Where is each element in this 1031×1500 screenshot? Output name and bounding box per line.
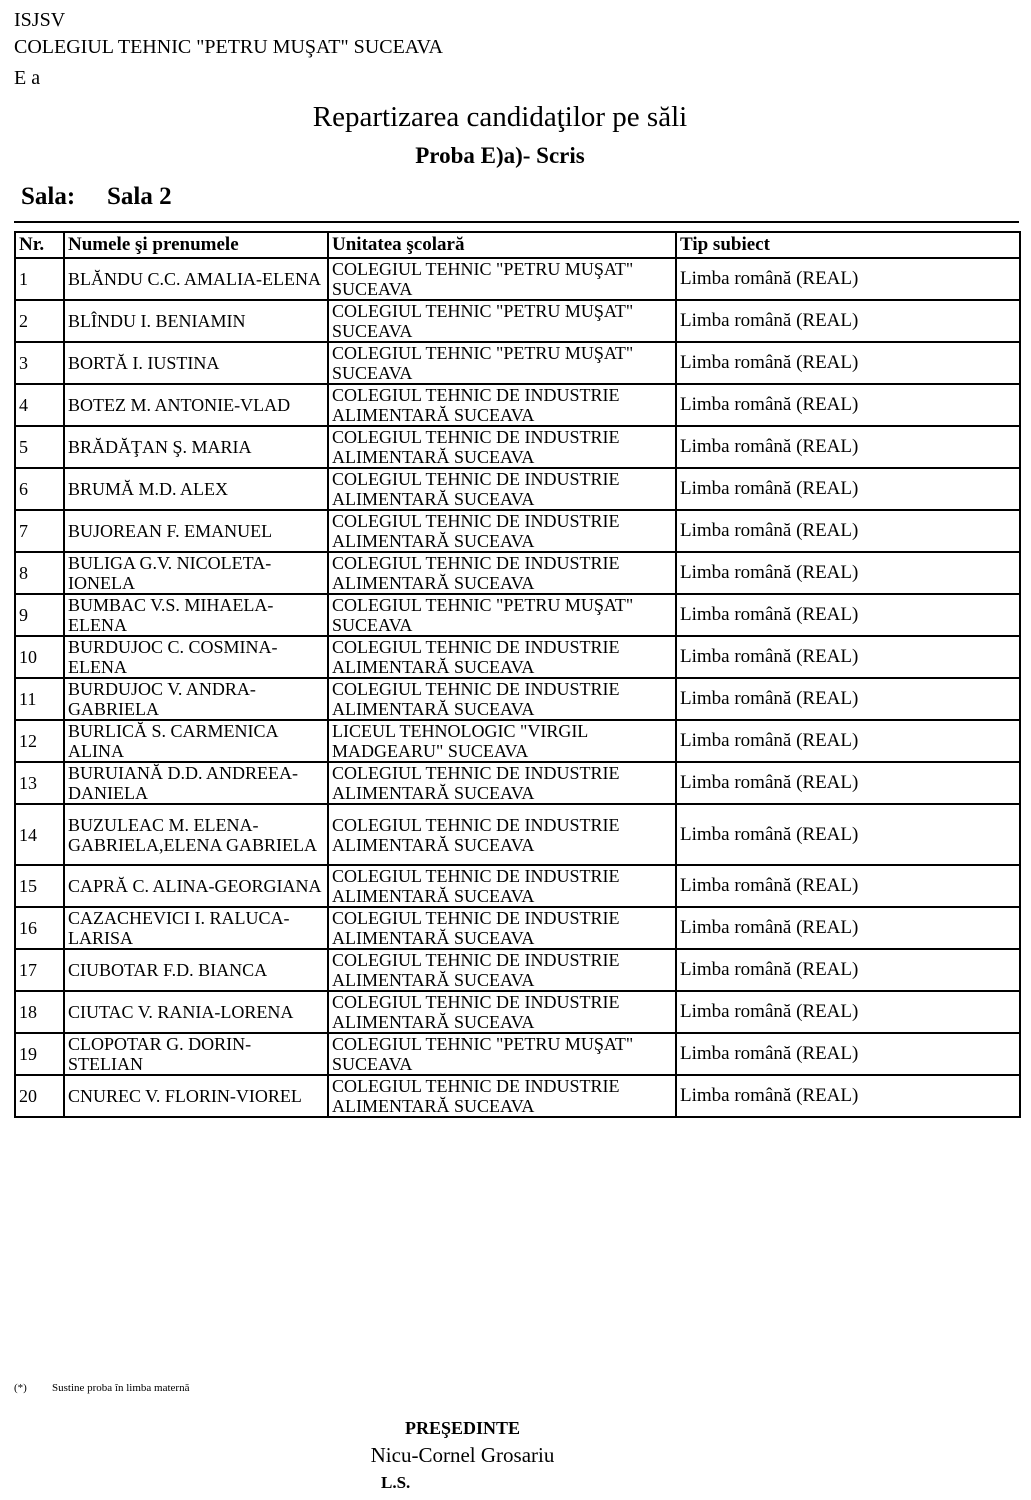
row-tip: Limba română (REAL): [676, 342, 1020, 384]
row-name: CAZACHEVICI I. RALUCA-LARISA: [64, 907, 328, 949]
row-name: BLĂNDU C.C. AMALIA-ELENA: [64, 258, 328, 300]
row-nr: 6: [15, 468, 64, 510]
row-nr: 11: [15, 678, 64, 720]
row-nr: 15: [15, 865, 64, 907]
row-tip: Limba română (REAL): [676, 991, 1020, 1033]
row-tip: Limba română (REAL): [676, 300, 1020, 342]
row-unit: COLEGIUL TEHNIC DE INDUSTRIE ALIMENTARĂ SUCEAVA: [328, 636, 676, 678]
row-nr: 3: [15, 342, 64, 384]
row-tip: Limba română (REAL): [676, 949, 1020, 991]
row-unit: COLEGIUL TEHNIC "PETRU MUŞAT" SUCEAVA: [328, 258, 676, 300]
row-unit: LICEUL TEHNOLOGIC "VIRGIL MADGEARU" SUCEAVA: [328, 720, 676, 762]
table-row: [15, 1033, 1020, 1075]
header-line-exam: E a: [14, 67, 41, 89]
row-name: BRĂDĂŢAN Ş. MARIA: [64, 426, 328, 468]
row-name: BURUIANĂ D.D. ANDREEA-DANIELA: [64, 762, 328, 804]
table-row: [15, 720, 1020, 762]
row-tip: Limba română (REAL): [676, 1075, 1020, 1117]
row-nr: 5: [15, 426, 64, 468]
header-line-isj: ISJSV: [14, 9, 66, 31]
table-row: [15, 342, 1020, 384]
table-header-row: [15, 232, 1020, 258]
footnote-mark: (*): [14, 1382, 27, 1394]
row-nr: 12: [15, 720, 64, 762]
row-nr: 8: [15, 552, 64, 594]
row-name: BUJOREAN F. EMANUEL: [64, 510, 328, 552]
row-tip: Limba română (REAL): [676, 762, 1020, 804]
table-row: [15, 949, 1020, 991]
row-unit: COLEGIUL TEHNIC DE INDUSTRIE ALIMENTARĂ SUCEAVA: [328, 907, 676, 949]
column-header-unit: Unitatea şcolară: [328, 232, 676, 258]
row-unit: COLEGIUL TEHNIC DE INDUSTRIE ALIMENTARĂ SUCEAVA: [328, 949, 676, 991]
row-name: BUZULEAC M. ELENA-GABRIELA,ELENA GABRIELA: [64, 804, 328, 865]
table-row: [15, 468, 1020, 510]
row-unit: COLEGIUL TEHNIC DE INDUSTRIE ALIMENTARĂ SUCEAVA: [328, 762, 676, 804]
table-row: [15, 426, 1020, 468]
row-tip: Limba română (REAL): [676, 1033, 1020, 1075]
row-tip: Limba română (REAL): [676, 865, 1020, 907]
row-nr: 18: [15, 991, 64, 1033]
row-name: CAPRĂ C. ALINA-GEORGIANA: [64, 865, 328, 907]
row-nr: 7: [15, 510, 64, 552]
row-tip: Limba română (REAL): [676, 552, 1020, 594]
table-row: [15, 300, 1020, 342]
footnote-text: Sustine proba în limba maternă: [52, 1382, 190, 1394]
row-unit: COLEGIUL TEHNIC DE INDUSTRIE ALIMENTARĂ SUCEAVA: [328, 1075, 676, 1117]
row-nr: 9: [15, 594, 64, 636]
row-name: BULIGA G.V. NICOLETA-IONELA: [64, 552, 328, 594]
table-row: [15, 762, 1020, 804]
row-name: BRUMĂ M.D. ALEX: [64, 468, 328, 510]
row-name: BURDUJOC V. ANDRA-GABRIELA: [64, 678, 328, 720]
row-name: BUMBAC V.S. MIHAELA-ELENA: [64, 594, 328, 636]
row-unit: COLEGIUL TEHNIC "PETRU MUŞAT" SUCEAVA: [328, 300, 676, 342]
row-name: CIUTAC V. RANIA-LORENA: [64, 991, 328, 1033]
row-tip: Limba română (REAL): [676, 720, 1020, 762]
row-name: BURDUJOC C. COSMINA-ELENA: [64, 636, 328, 678]
table-row: [15, 384, 1020, 426]
row-name: BURLICĂ S. CARMENICA ALINA: [64, 720, 328, 762]
header-line-school: COLEGIUL TEHNIC "PETRU MUŞAT" SUCEAVA: [14, 36, 443, 58]
row-unit: COLEGIUL TEHNIC DE INDUSTRIE ALIMENTARĂ SUCEAVA: [328, 804, 676, 865]
table-row: [15, 678, 1020, 720]
row-nr: 19: [15, 1033, 64, 1075]
row-unit: COLEGIUL TEHNIC DE INDUSTRIE ALIMENTARĂ SUCEAVA: [328, 384, 676, 426]
row-nr: 20: [15, 1075, 64, 1117]
page-subtitle: Proba E)a)- Scris: [415, 143, 585, 168]
signature-stamp: L.S.: [381, 1473, 411, 1492]
column-header-name: Numele şi prenumele: [64, 232, 328, 258]
row-unit: COLEGIUL TEHNIC DE INDUSTRIE ALIMENTARĂ SUCEAVA: [328, 991, 676, 1033]
row-unit: COLEGIUL TEHNIC DE INDUSTRIE ALIMENTARĂ SUCEAVA: [328, 468, 676, 510]
row-tip: Limba română (REAL): [676, 907, 1020, 949]
row-tip: Limba română (REAL): [676, 510, 1020, 552]
table-row: [15, 552, 1020, 594]
sala-label: Sala:: [21, 183, 76, 210]
row-nr: 2: [15, 300, 64, 342]
row-name: BOTEZ M. ANTONIE-VLAD: [64, 384, 328, 426]
footnote: [14, 1382, 189, 1394]
row-name: BLÎNDU I. BENIAMIN: [64, 300, 328, 342]
row-unit: COLEGIUL TEHNIC "PETRU MUŞAT" SUCEAVA: [328, 1033, 676, 1075]
signature-role: PREŞEDINTE: [404, 1418, 521, 1438]
row-tip: Limba română (REAL): [676, 426, 1020, 468]
row-unit: COLEGIUL TEHNIC DE INDUSTRIE ALIMENTARĂ SUCEAVA: [328, 426, 676, 468]
row-tip: Limba română (REAL): [676, 678, 1020, 720]
row-nr: 4: [15, 384, 64, 426]
row-unit: COLEGIUL TEHNIC "PETRU MUŞAT" SUCEAVA: [328, 594, 676, 636]
row-nr: 1: [15, 258, 64, 300]
column-header-tip: Tip subiect: [676, 232, 1020, 258]
table-row: [15, 594, 1020, 636]
row-nr: 14: [15, 804, 64, 865]
page-title: Repartizarea candidaţilor pe săli: [312, 101, 688, 133]
header-divider: [14, 221, 1019, 223]
signature-name: Nicu-Cornel Grosariu: [370, 1443, 555, 1467]
row-tip: Limba română (REAL): [676, 258, 1020, 300]
row-nr: 16: [15, 907, 64, 949]
row-unit: COLEGIUL TEHNIC DE INDUSTRIE ALIMENTARĂ SUCEAVA: [328, 552, 676, 594]
candidates-table: [14, 231, 1021, 1118]
table-row: [15, 804, 1020, 865]
table-row: [15, 991, 1020, 1033]
row-name: CIUBOTAR F.D. BIANCA: [64, 949, 328, 991]
row-tip: Limba română (REAL): [676, 384, 1020, 426]
row-name: CLOPOTAR G. DORIN-STELIAN: [64, 1033, 328, 1075]
row-unit: COLEGIUL TEHNIC "PETRU MUŞAT" SUCEAVA: [328, 342, 676, 384]
table-row: [15, 510, 1020, 552]
row-nr: 13: [15, 762, 64, 804]
column-header-nr: Nr.: [15, 232, 64, 258]
row-unit: COLEGIUL TEHNIC DE INDUSTRIE ALIMENTARĂ SUCEAVA: [328, 865, 676, 907]
table-row: [15, 636, 1020, 678]
table-row: [15, 865, 1020, 907]
table-row: [15, 1075, 1020, 1117]
sala-value: Sala 2: [107, 183, 172, 210]
row-name: BORTĂ I. IUSTINA: [64, 342, 328, 384]
table-row: [15, 907, 1020, 949]
row-tip: Limba română (REAL): [676, 468, 1020, 510]
row-name: CNUREC V. FLORIN-VIOREL: [64, 1075, 328, 1117]
row-tip: Limba română (REAL): [676, 636, 1020, 678]
row-nr: 17: [15, 949, 64, 991]
row-unit: COLEGIUL TEHNIC DE INDUSTRIE ALIMENTARĂ SUCEAVA: [328, 678, 676, 720]
row-tip: Limba română (REAL): [676, 804, 1020, 865]
row-tip: Limba română (REAL): [676, 594, 1020, 636]
row-nr: 10: [15, 636, 64, 678]
table-row: [15, 258, 1020, 300]
row-unit: COLEGIUL TEHNIC DE INDUSTRIE ALIMENTARĂ SUCEAVA: [328, 510, 676, 552]
